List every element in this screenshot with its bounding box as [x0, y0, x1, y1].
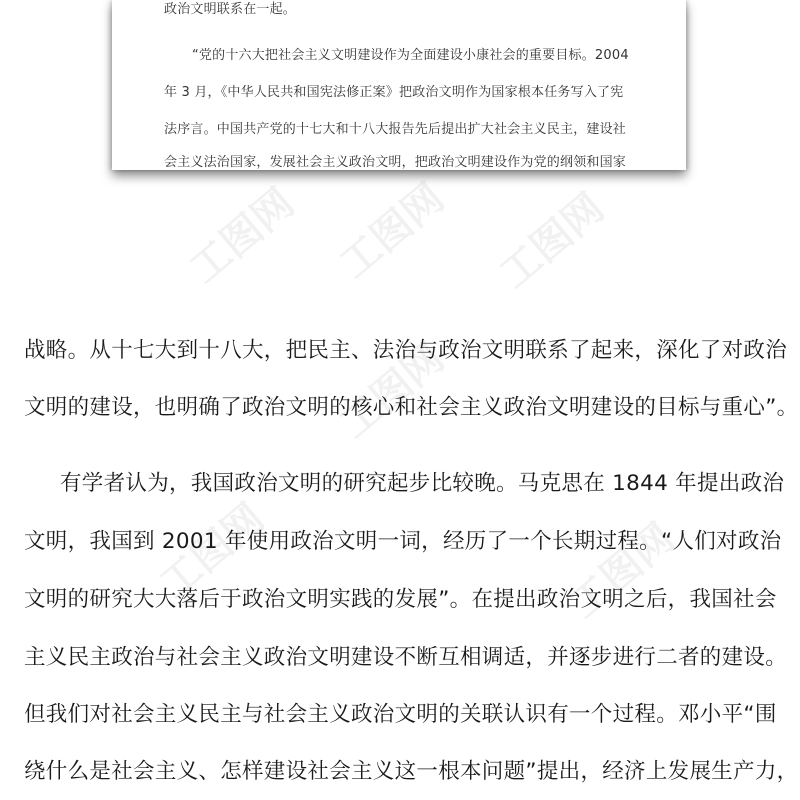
body-text-line: 绕什么是社会主义、怎样建设社会主义这一根本问题”提出，经济上发展生产力， [24, 759, 799, 784]
body-text-line: 文明的建设，也明确了政治文明的核心和社会主义政治文明建设的目标与重心”。 [24, 395, 799, 420]
excerpt-line: 法序言。中国共产党的十七大和十八大报告先后提出扩大社会主义民主，建设社 [164, 122, 627, 137]
watermark: 工图网 [491, 184, 613, 298]
body-text-line: 有学者认为，我国政治文明的研究起步比较晚。马克思在 1844 年提出政治 [60, 471, 785, 496]
excerpt-line: 年 3 月，《中华人民共和国宪法修正案》把政治文明作为国家根本任务写入了宪 [164, 85, 624, 100]
quoted-excerpt-card [112, 0, 686, 170]
body-text-line: 文明的研究大大落后于政治文明实践的发展”。在提出政治文明之后，我国社会 [24, 587, 777, 612]
excerpt-line: 会主义法治国家，发展社会主义政治文明，把政治文明建设作为党的纲领和国家 [164, 155, 627, 170]
body-text-line: 战略。从十七大到十八大，把民主、法治与政治文明联系了起来，深化了对政治 [24, 338, 788, 363]
body-text-line: 主义民主政治与社会主义政治文明建设不断互相调适，并逐步进行二者的建设。 [24, 645, 788, 670]
watermark: 工图网 [331, 334, 453, 448]
watermark: 工图网 [151, 494, 273, 608]
excerpt-line: 政治文明联系在一起。 [164, 2, 297, 17]
excerpt-line: “党的十六大把社会主义文明建设作为全面建设小康社会的重要目标。2004 [192, 48, 629, 63]
watermark: 工图网 [331, 174, 453, 288]
body-text-line: 文明，我国到 2001 年使用政治文明一词，经历了一个长期过程。“人们对政治 [24, 529, 782, 554]
watermark: 工图网 [181, 179, 303, 293]
watermark: 工图网 [561, 514, 683, 628]
body-text-line: 但我们对社会主义民主与社会主义政治文明的关联认识有一个过程。邓小平“围 [24, 702, 777, 727]
